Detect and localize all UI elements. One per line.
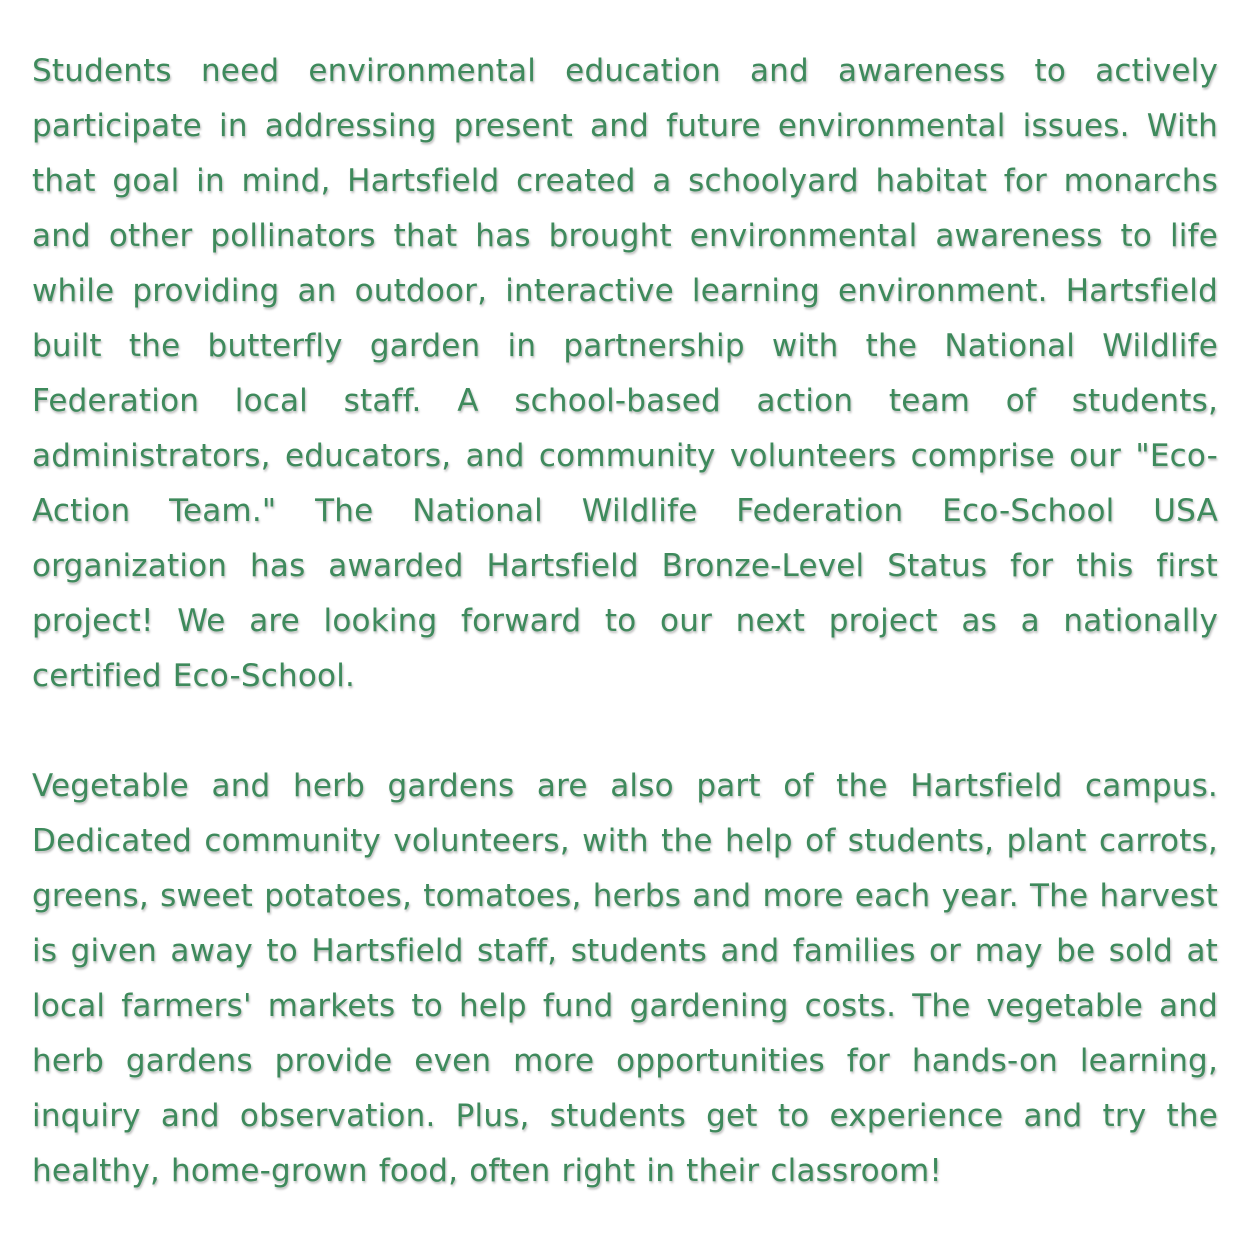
- paragraph-vegetable-gardens: Vegetable and herb gardens are also part of the Hartsfield campus. Dedicated community volunteers, with the help of students, plant carrots, greens, sweet potatoes, tomatoes, herbs and more each year. The harvest is given away to Hartsfield staff, students and families or may be sold at local farmers' markets to help fund gardening costs. The vegetable and herb gardens provide even more opportunities for hands-on learning, inquiry and observation. Plus, students get to experience and try the healthy, home-grown food, often right in their classroom!: [32, 768, 1218, 1189]
- paragraph-eco-school: Students need environmental education and awareness to actively participate in addressing present and future environmental issues. With that goal in mind, Hartsfield created a schoolyard habitat for monarchs and other pollinators that has brought environmental awareness to life while providing an outdoor, interactive learning environment. Hartsfield built the butterfly garden in partnership with the National Wildlife Federation local staff. A school-based action team of students, administrators, educators, and community volunteers comprise our "Eco-Action Team." The National Wildlife Federation Eco-School USA organization has awarded Hartsfield Bronze-Level Status for this first project! We are looking forward to our next project as a nationally certified Eco-School.: [32, 53, 1218, 694]
